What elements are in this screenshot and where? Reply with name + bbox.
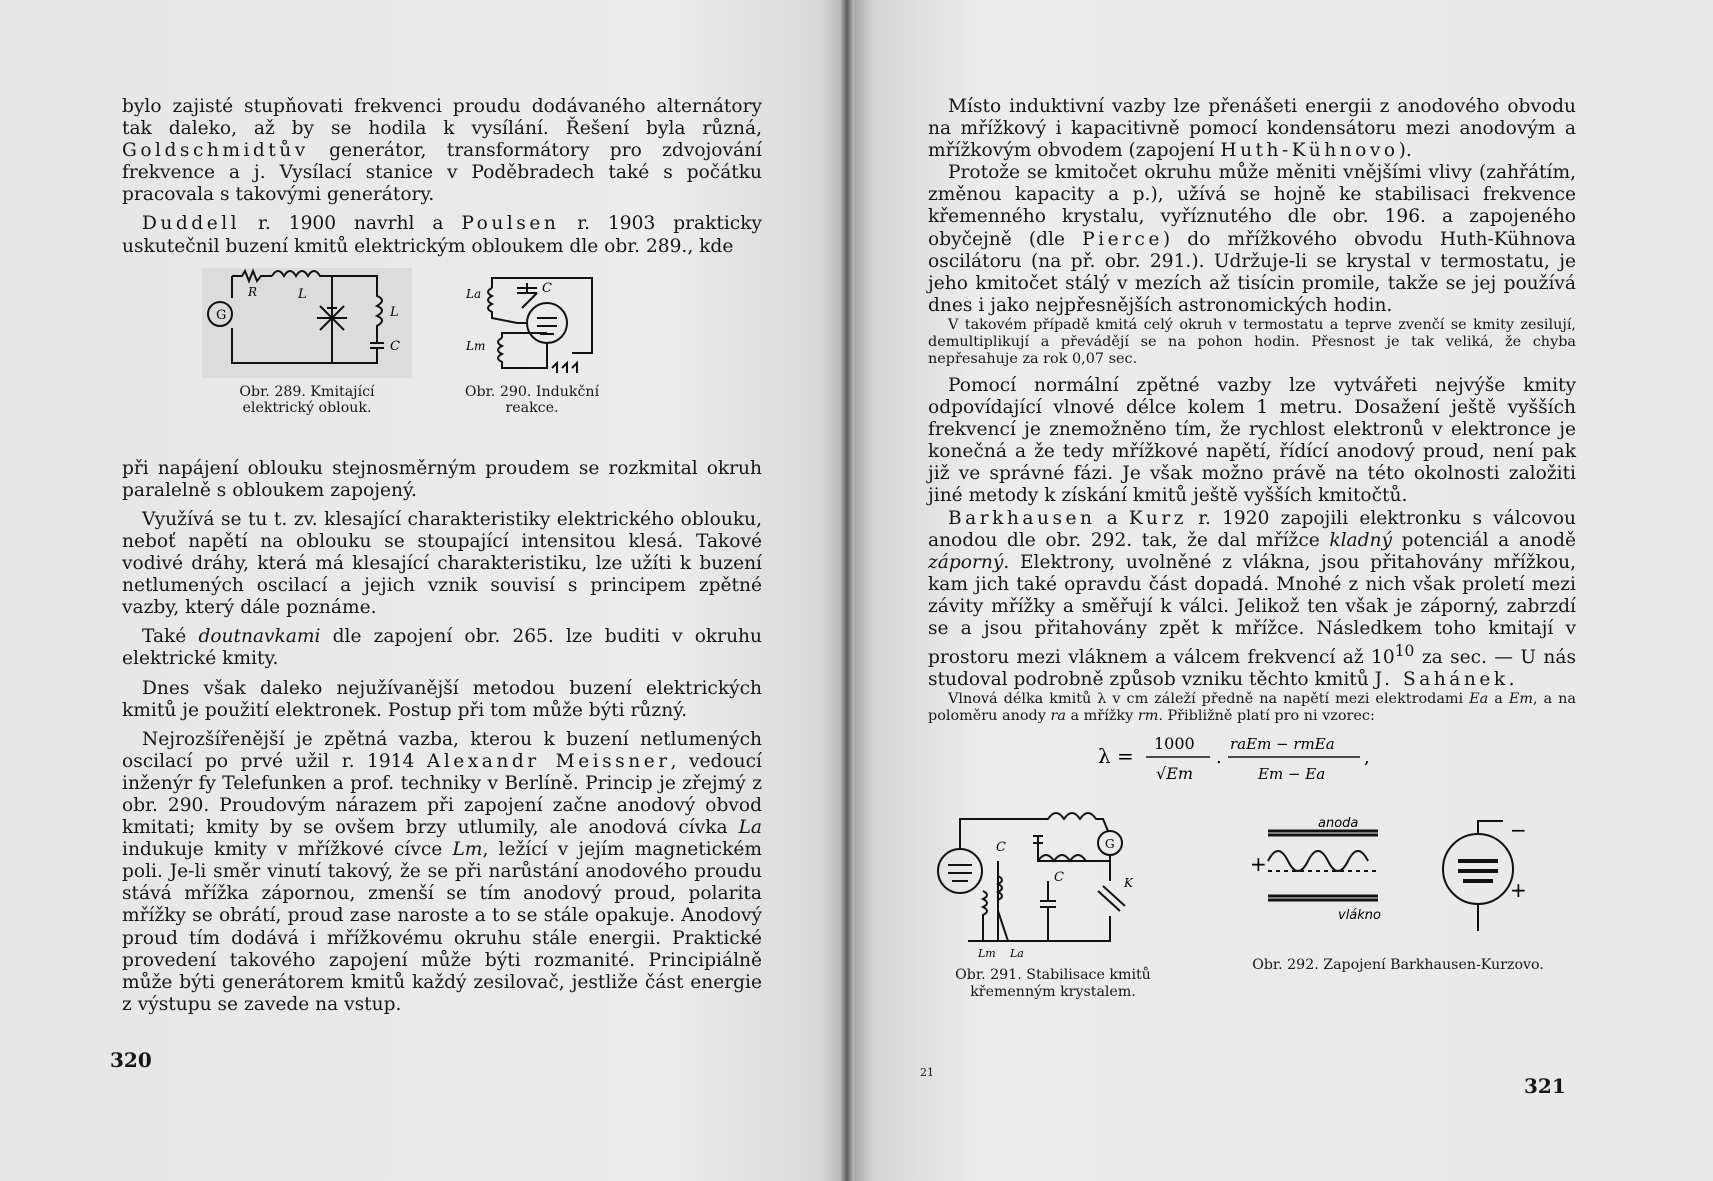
formula-den2: Em − Ea xyxy=(1258,765,1326,784)
arc-oscillator-diagram xyxy=(202,268,412,378)
figure-291-caption: Obr. 291. Stabilisace kmitů křemenným krystalem. xyxy=(955,967,1151,1000)
crystal-stabilisation-diagram xyxy=(928,801,1178,961)
paragraph: Protože se kmitočet okruhu může měniti vnějšími vlivy (zahřátím, změnou kapacity a p.), užívá se hojně ke stabilisaci frekvence křemenného krystalu, vyříznutého dle obr. 196. a zapojeného obyčejně (dle Pierce) do mřížkového obvodu Huth-Kühnova oscilátoru (na př. obr. 291.). Udržuje-li se krystal v termostatu, je jeho kmitočet stálý v mezích až tisícin promile, takže se jej používá dnes i jako nejpřesnějších astronomických hodin. xyxy=(928,162,1576,316)
formula-graphic xyxy=(1098,727,1398,789)
right-page xyxy=(848,0,1713,1181)
induction-reaction-diagram xyxy=(462,268,602,378)
fig291-label-c1: C xyxy=(996,840,1006,856)
fig290-label-la: La xyxy=(466,286,482,301)
figure-289 xyxy=(202,268,412,417)
fig291-label-lm: Lm xyxy=(978,947,996,961)
fig289-label-g: G xyxy=(216,307,227,323)
figure-289-caption: Obr. 289. Kmitající elektrický oblouk. xyxy=(239,383,375,417)
fig289-label-r: R xyxy=(248,284,258,299)
figure-row xyxy=(122,268,762,450)
paragraph: bylo zajisté stupňovati frekvenci proudu dodávaného alternátory tak daleko, až by se hodila k vysílání. Řešení byla různá, Goldschmidtův generátor, transformátory pro zdvojování frekvence a j. Vysílací stanice v Poděbradech také s počátku pracovala s takovými generátory. xyxy=(122,96,762,206)
fig290-label-c: C xyxy=(542,280,552,296)
figure-row xyxy=(928,801,1576,1021)
formula-comma: , xyxy=(1364,747,1370,769)
wavelength-formula xyxy=(928,727,1576,789)
fig291-label-la: La xyxy=(1010,947,1024,961)
figure-290 xyxy=(462,268,602,417)
paragraph: Využívá se tu t. zv. klesající charakteristiky elektrického oblouku, neboť napětí na oblouku se stoupající intensitou klesá. Takové vodivé dráhy, která má klesající charakteristiku, lze užíti k buzení netlumených oscilací a jejich vznik souvisí s principem zpětné vazby, který dále poznáme. xyxy=(122,508,762,619)
fig291-label-k: K xyxy=(1124,876,1133,891)
page-number-right: 321 xyxy=(1524,1074,1566,1098)
paragraph: při napájení oblouku stejnosměrným proudem se rozkmital okruh paralelně s obloukem zapojený. xyxy=(122,457,762,501)
paragraph: Barkhausen a Kurz r. 1920 zapojili elektronku s válcovou anodou dle obr. 292. tak, že dal mřížce kladný potenciál a anodě záporný. Elektrony, uvolněné z vlákna, jsou přitahovány mřížkou, kam jich také opravdu část dopadá. Mnohé z nich však proletí mezi závity mřížky a směřují k válci. Jelikož ten však je záporný, zabrzdí se a jsou přitahovány zpět k mřížce. Následkem toho kmitají v prostoru mezi vláknem a válcem frekvencí až $10^{10}$ za sec. — U nás studoval podrobně způsob vzniku těchto kmitů J. Sahánek. xyxy=(928,507,1576,691)
right-text-column xyxy=(928,96,1576,1021)
barkhausen-kurz-diagram xyxy=(1248,801,1548,951)
small-print-formula-intro: Vlnová délka kmitů λ v cm záleží předně na napětí mezi elektrodami Ea a Em, a na poloměru anody ra a mřížky rm. Přibližně platí pro ni vzorec: xyxy=(928,691,1576,725)
paragraph: Pomocí normální zpětné vazby lze vytvářeti nejvýše kmity odpovídající vlnové délce kolem 1 metru. Dosažení ještě vyšších frekvencí je znemožněno tím, že rychlost elektronů v elektronce je konečná a že tedy mřížkové napětí, řídící anodový proud, není pak již ve správné fázi. Je však možno právě na této okolnosti založiti jiné metody k získání kmitů ještě vyšších kmitočtů. xyxy=(928,374,1576,507)
left-page xyxy=(0,0,848,1181)
page-number-left: 320 xyxy=(110,1048,152,1072)
figure-292-caption: Obr. 292. Zapojení Barkhausen-Kurzovo. xyxy=(1252,957,1544,974)
left-text-column xyxy=(122,96,762,1016)
fig292-label-vlakno: vlákno xyxy=(1338,908,1381,924)
small-print-note: V takovém případě kmitá celý okruh v termostatu a teprve zvenčí se kmity zesilují, demultiplikují a převádějí se na pohon hodin. Přesnost je tak veliká, že chyba nepřesahuje za rok 0,07 sec. xyxy=(928,316,1576,367)
formula-lhs: λ = xyxy=(1098,744,1134,769)
formula-num2: raEm − rmEa xyxy=(1230,735,1335,754)
fig292-label-plus2: + xyxy=(1510,878,1527,903)
fig289-label-l2: L xyxy=(390,304,399,320)
signature-mark: 21 xyxy=(920,1066,934,1079)
book-spine xyxy=(840,0,854,1181)
figure-291 xyxy=(928,801,1178,1000)
fig291-label-g: G xyxy=(1105,837,1115,852)
paragraph: Nejrozšířenější je zpětná vazba, kterou k buzení netlumených oscilací po prvé užil r. 1914 Alexandr Meissner, vedoucí inženýr fy Telefunken a prof. techniky v Berlíně. Princip je zřejmý z obr. 290. Proudovým nárazem při zapojení začne anodový obvod kmitati; kmity by se ovšem brzy utlumily, ale anodová cívka La indukuje kmity v mřížkové cívce Lm, ležící v jejím magnetickém poli. Je-li směr vinutí takový, že se při narůstání anodového proudu stává mřížka zápornou, zmenší se tím anodový proud, polarita mřížky se obrátí, proud zase naroste a to se stále opakuje. Anodový proud tím dodává i mřížkovému okruhu stále energii. Praktické provedení takového zapojení může býti rozmanité. Principiálně může býti generátorem kmitů každý zesilovač, jestliže část energie z výstupu se zavede na vstup. xyxy=(122,728,762,1015)
fig292-label-plus1: + xyxy=(1250,852,1267,877)
fig289-label-c: C xyxy=(390,338,400,354)
fig292-label-minus: − xyxy=(1510,818,1527,843)
fig291-label-c2: C xyxy=(1054,870,1064,886)
formula-dot: . xyxy=(1216,747,1222,769)
figure-292 xyxy=(1248,801,1548,974)
formula-den1: √Em xyxy=(1156,764,1194,784)
fig290-label-lm: Lm xyxy=(466,338,486,353)
paragraph: Místo induktivní vazby lze přenášeti energii z anodového obvodu na mřížkový i kapacitivně pomocí kondensátoru mezi anodovým a mřížkovým obvodem (zapojení Huth-Kühnovo). xyxy=(928,96,1576,162)
paragraph: Také doutnavkami dle zapojení obr. 265. lze buditi v okruhu elektrické kmity. xyxy=(122,626,762,670)
fig292-label-anoda: anoda xyxy=(1318,816,1359,832)
formula-num1: 1000 xyxy=(1154,734,1195,754)
fig289-label-l1: L xyxy=(298,286,307,302)
figure-290-caption: Obr. 290. Indukční reakce. xyxy=(464,383,600,417)
paragraph: Duddell r. 1900 navrhl a Poulsen r. 1903 prakticky uskutečnil buzení kmitů elektrickým obloukem dle obr. 289., kde xyxy=(122,213,762,257)
paragraph: Dnes však daleko nejužívanější metodou buzení elektrických kmitů je použití elektronek. Postup při tom může býti různý. xyxy=(122,677,762,721)
